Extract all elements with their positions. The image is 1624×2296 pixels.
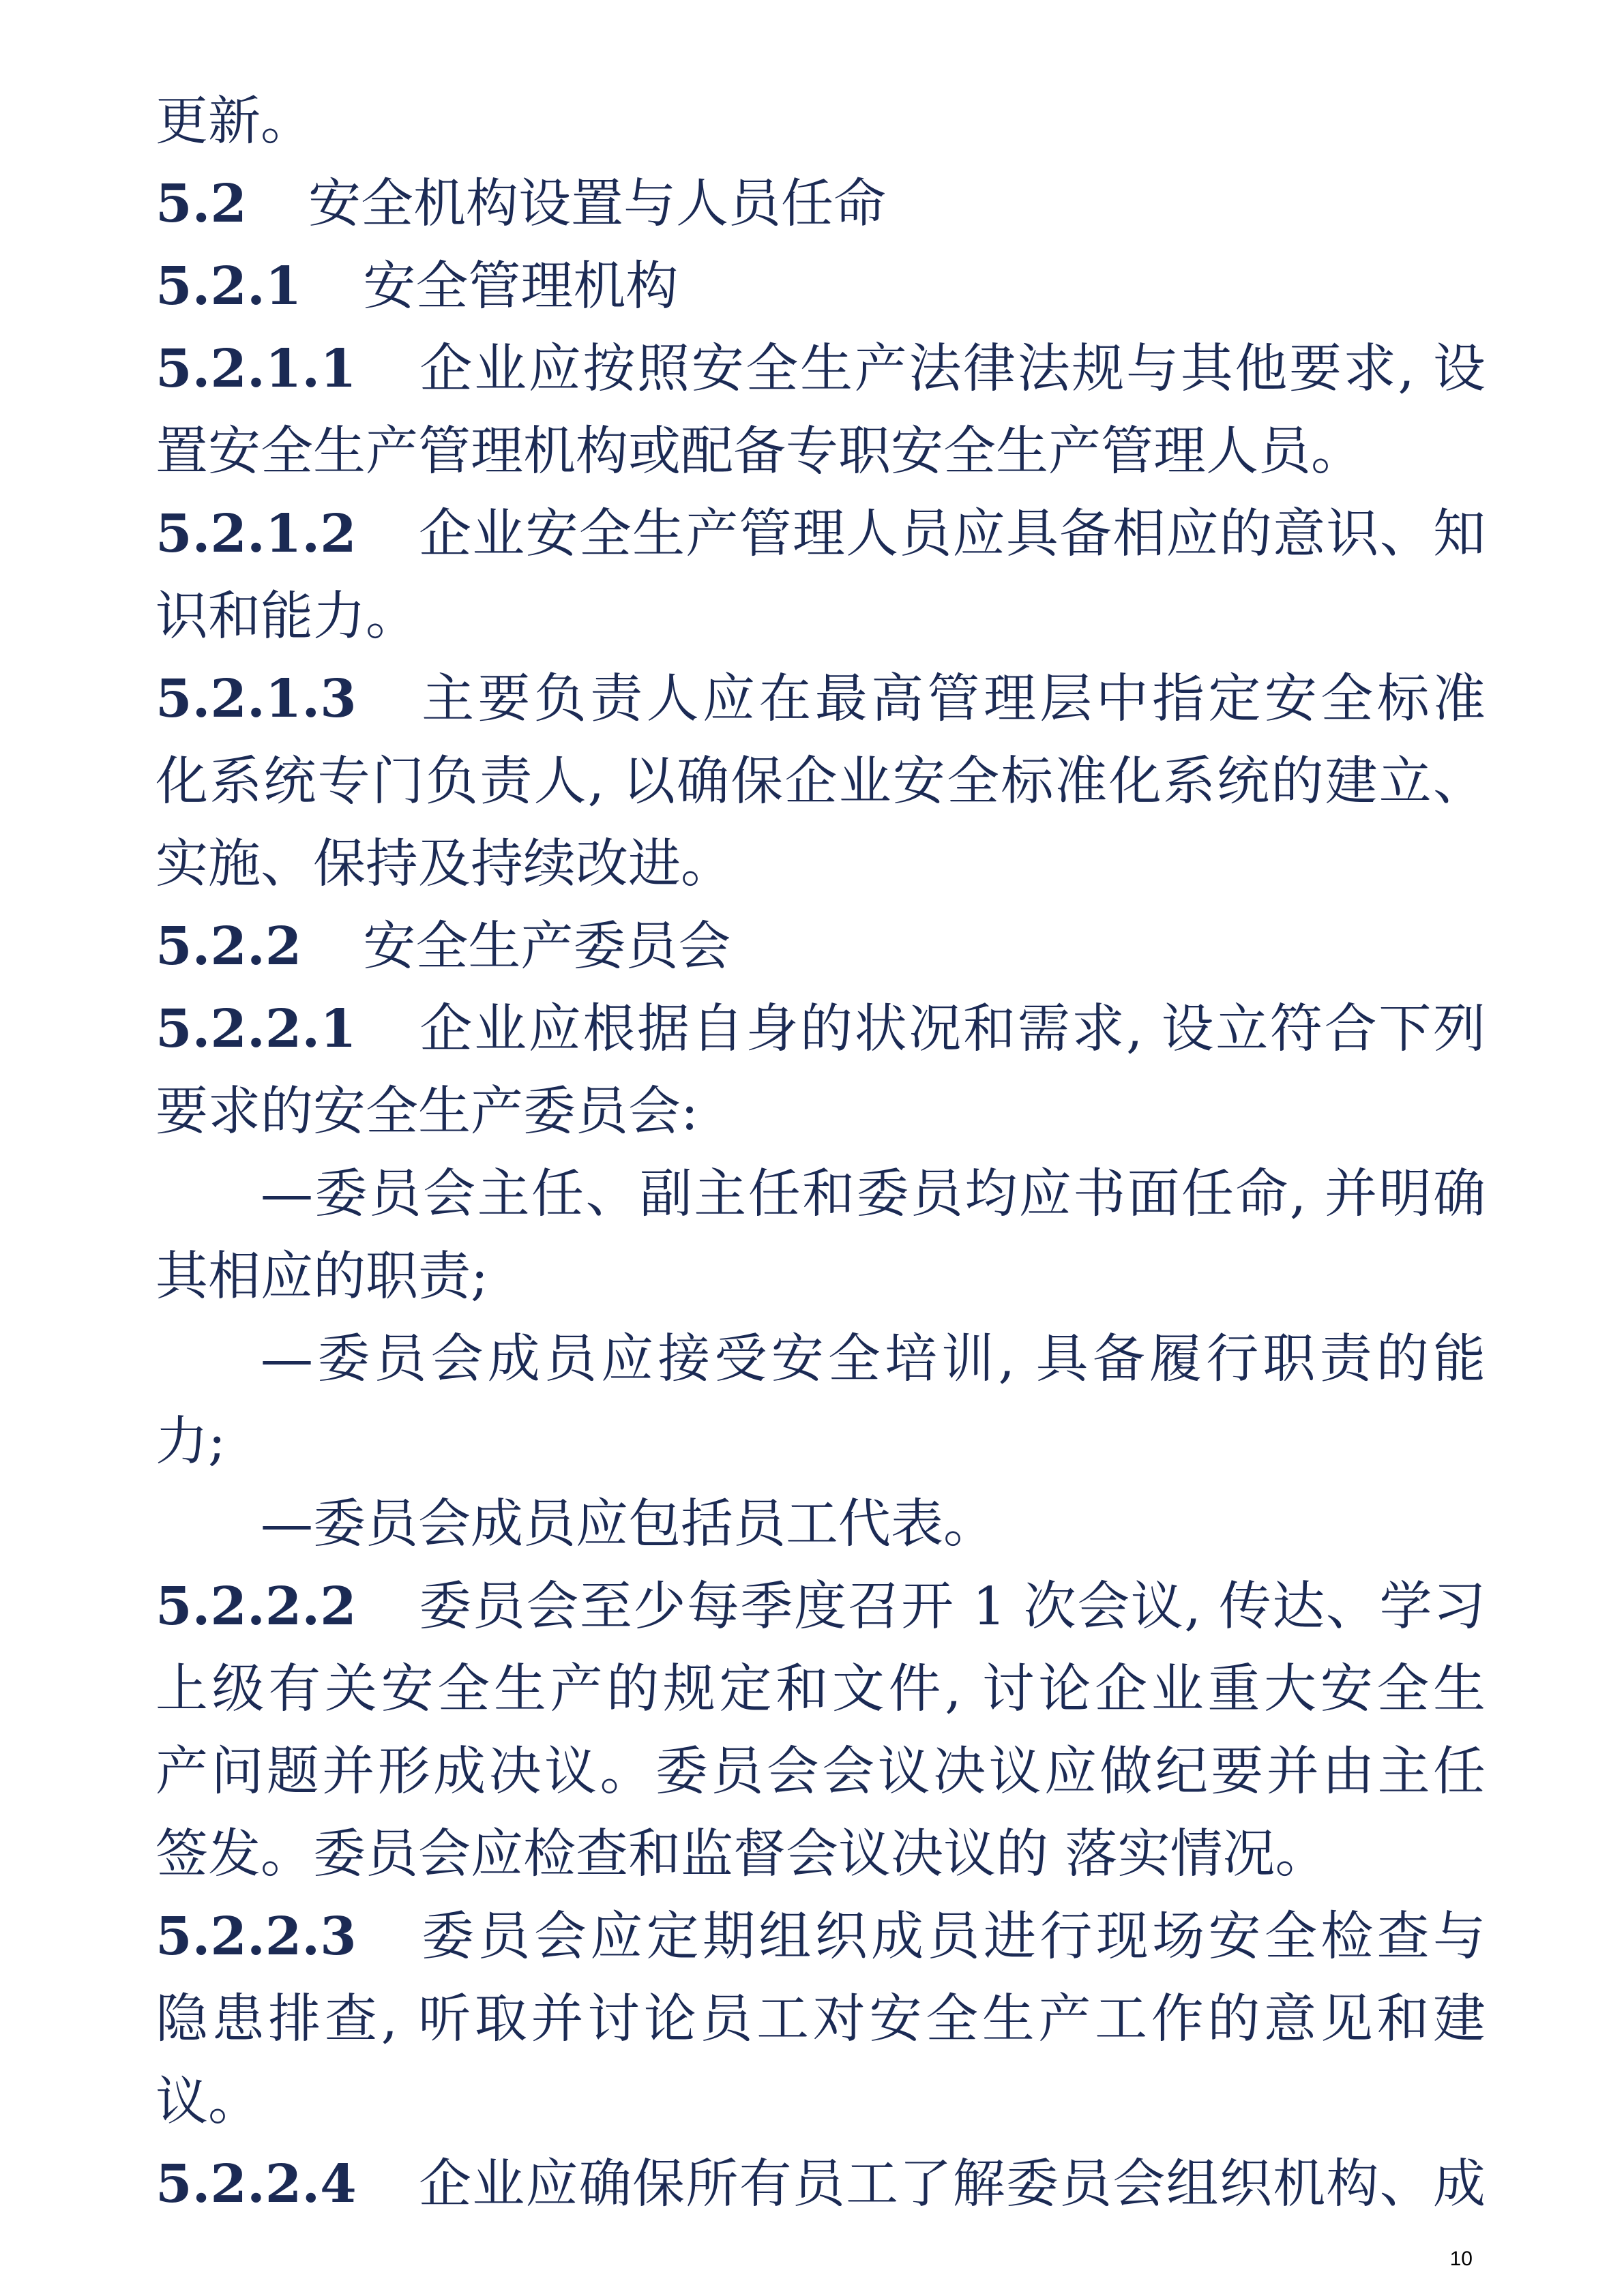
clause-line [156, 328, 1486, 411]
line-text: —委员会成员应包括员工代表。 [261, 1494, 996, 1555]
text-line [156, 1071, 1486, 1153]
line-text: 安全生产委员会 [363, 916, 731, 977]
line-text: 置安全生产管理机构或配备专职安全生产管理人员。 [156, 421, 1363, 482]
line-text: 上级有关安全生产的规定和文件, 讨论企业重大安全生 [156, 1659, 1486, 1720]
clause-number: 5.2.2.2 [156, 1576, 357, 1637]
clause-number: 5.2.2.4 [156, 2153, 357, 2215]
clause-line [156, 1566, 1486, 1648]
clause-line [156, 493, 1486, 576]
text-line [156, 1236, 1486, 1318]
text-line [156, 1978, 1486, 2061]
text-line [156, 1648, 1486, 1731]
document-body [156, 80, 1486, 2226]
clause-line [156, 988, 1486, 1071]
line-text: 企业安全生产管理人员应具备相应的意识、知 [417, 504, 1486, 565]
clause-line [156, 163, 1486, 245]
text-line [156, 576, 1486, 658]
line-text: 识和能力。 [156, 586, 418, 647]
text-line [156, 411, 1486, 493]
clause-line [156, 1896, 1486, 1978]
text-line [156, 823, 1486, 906]
line-text: 产问题并形成决议。委员会会议决议应做纪要并由主任 [156, 1742, 1486, 1802]
line-text: 化系统专门负责人, 以确保企业安全标准化系统的建立、 [156, 751, 1486, 812]
clause-number: 5.2.2.3 [156, 1906, 357, 1967]
line-text: 力; [156, 1412, 226, 1472]
line-text: 议。 [156, 2072, 261, 2132]
clause-line [156, 245, 1486, 328]
clause-number: 5.2.1.2 [156, 503, 357, 565]
clause-number: 5.2.2 [156, 916, 302, 977]
text-line [156, 1153, 1486, 1236]
line-text: 企业应根据自身的状况和需求, 设立符合下列 [417, 999, 1486, 1060]
text-line [156, 1483, 1486, 1566]
clause-line [156, 2143, 1486, 2226]
line-text: 企业应确保所有员工了解委员会组织机构、成 [417, 2154, 1486, 2215]
line-text: 安全管理机构 [363, 256, 679, 317]
clause-number: 5.2 [156, 173, 247, 235]
line-text: 隐患排查, 听取并讨论员工对安全生产工作的意见和建 [156, 1989, 1486, 2050]
line-text: 委员会应定期组织成员进行现场安全检查与 [417, 1907, 1486, 1967]
line-text: —委员会成员应接受安全培训, 具备履行职责的能 [261, 1329, 1486, 1390]
text-line [156, 1318, 1486, 1401]
page-number: 10 [1449, 2248, 1473, 2270]
text-line [156, 1401, 1486, 1483]
line-text: 签发。委员会应检查和监督会议决议的 落实情况。 [156, 1824, 1328, 1885]
line-text: 企业应按照安全生产法律法规与其他要求, 设 [417, 339, 1486, 400]
clause-line [156, 658, 1486, 741]
line-text: 实施、保持及持续改进。 [156, 834, 733, 895]
clause-number: 5.2.1 [156, 256, 302, 317]
text-line [156, 2061, 1486, 2143]
text-line [156, 1813, 1486, 1896]
text-line [156, 741, 1486, 823]
line-text: 安全机构设置与人员任命 [308, 174, 886, 235]
line-text: 委员会至少每季度召开 1 次会议, 传达、学习 [417, 1577, 1486, 1637]
line-text: 主要负责人应在最高管理层中指定安全标准 [417, 669, 1486, 730]
text-line [156, 80, 1486, 163]
line-text: 要求的安全生产委员会: [156, 1082, 698, 1142]
line-text: —委员会主任、副主任和委员均应书面任命, 并明确 [261, 1164, 1486, 1225]
clause-number: 5.2.1.3 [156, 668, 357, 730]
clause-number: 5.2.1.1 [156, 338, 357, 400]
line-text: 更新。 [156, 91, 313, 152]
line-text: 其相应的职责; [156, 1247, 488, 1307]
text-line [156, 1731, 1486, 1813]
clause-number: 5.2.2.1 [156, 998, 357, 1060]
clause-line [156, 906, 1486, 988]
